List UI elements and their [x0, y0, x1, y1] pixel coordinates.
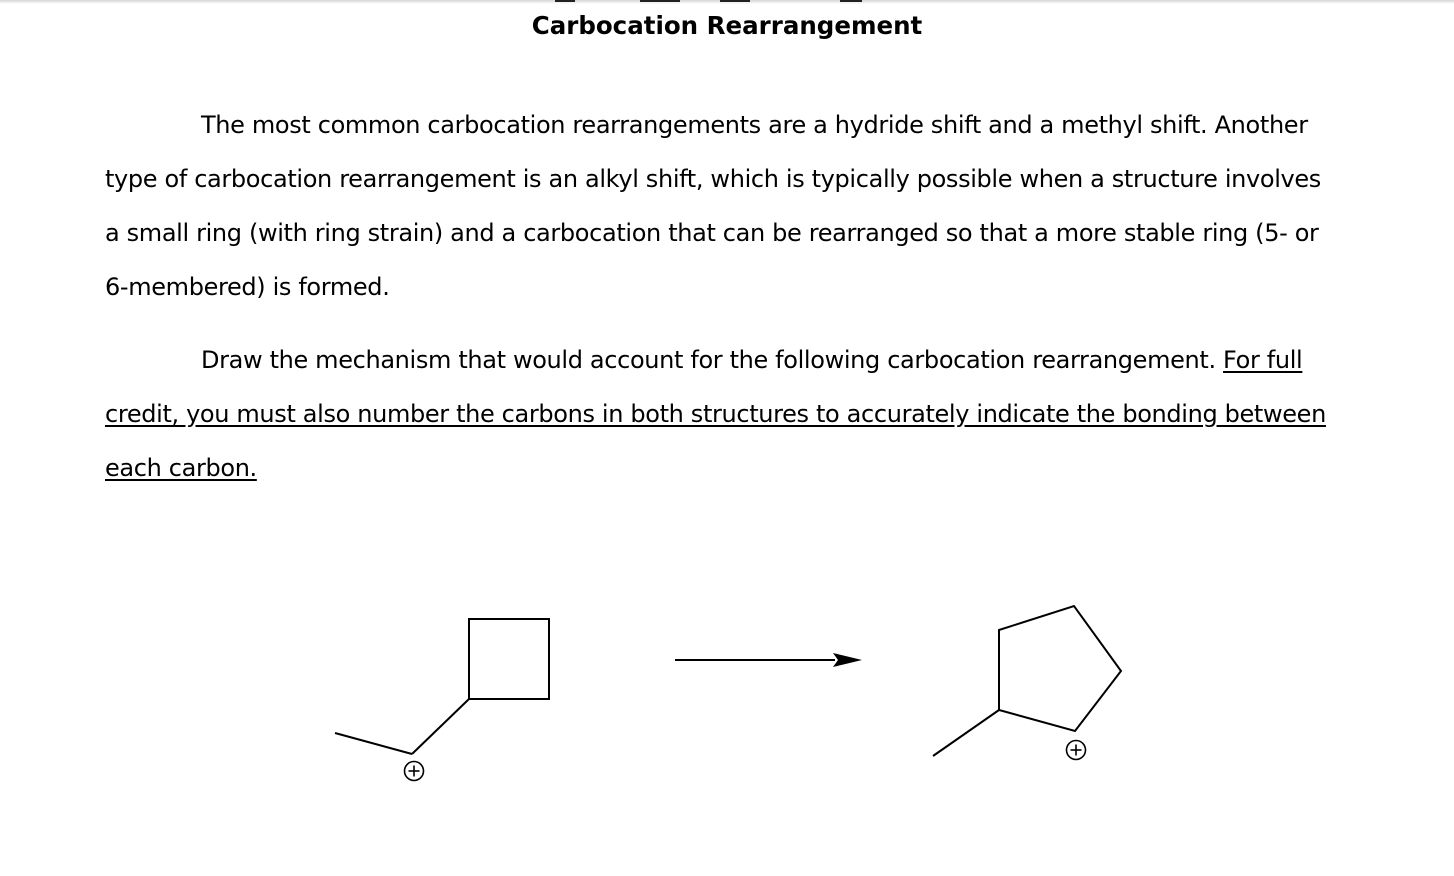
methyl-bond [933, 710, 999, 756]
product-structure [933, 606, 1121, 760]
ring-to-cation-bond [412, 699, 469, 754]
reactant-structure [335, 619, 549, 781]
intro-line-1: The most common carbocation rearrangements are a hydride shift and a methyl shift. Another [201, 111, 1308, 139]
reaction-arrow [675, 653, 862, 667]
full-credit-note-line-2: credit, you must also number the carbons in both structures to accurately indicate the bonding between [105, 400, 1326, 428]
methyl-bond [335, 733, 412, 754]
intro-line-3: a small ring (with ring strain) and a carbocation that can be rearranged so that a more stable ring (5- or [105, 219, 1319, 247]
intro-line-4: 6-membered) is formed. [105, 273, 390, 301]
product-positive-charge [1067, 741, 1086, 760]
full-credit-note-start: For full [1223, 346, 1303, 374]
intro-line-2: type of carbocation rearrangement is an alkyl shift, which is typically possible when a structure involves [105, 165, 1321, 193]
cyclopentane-ring [999, 606, 1121, 731]
page-title: Carbocation Rearrangement [531, 11, 923, 40]
full-credit-note-line-3: each carbon. [105, 454, 257, 482]
cyclobutane-ring [469, 619, 549, 699]
reactant-positive-charge [405, 762, 424, 781]
instructions-text: Draw the mechanism that would account for the following carbocation rearrangement. [201, 346, 1224, 374]
